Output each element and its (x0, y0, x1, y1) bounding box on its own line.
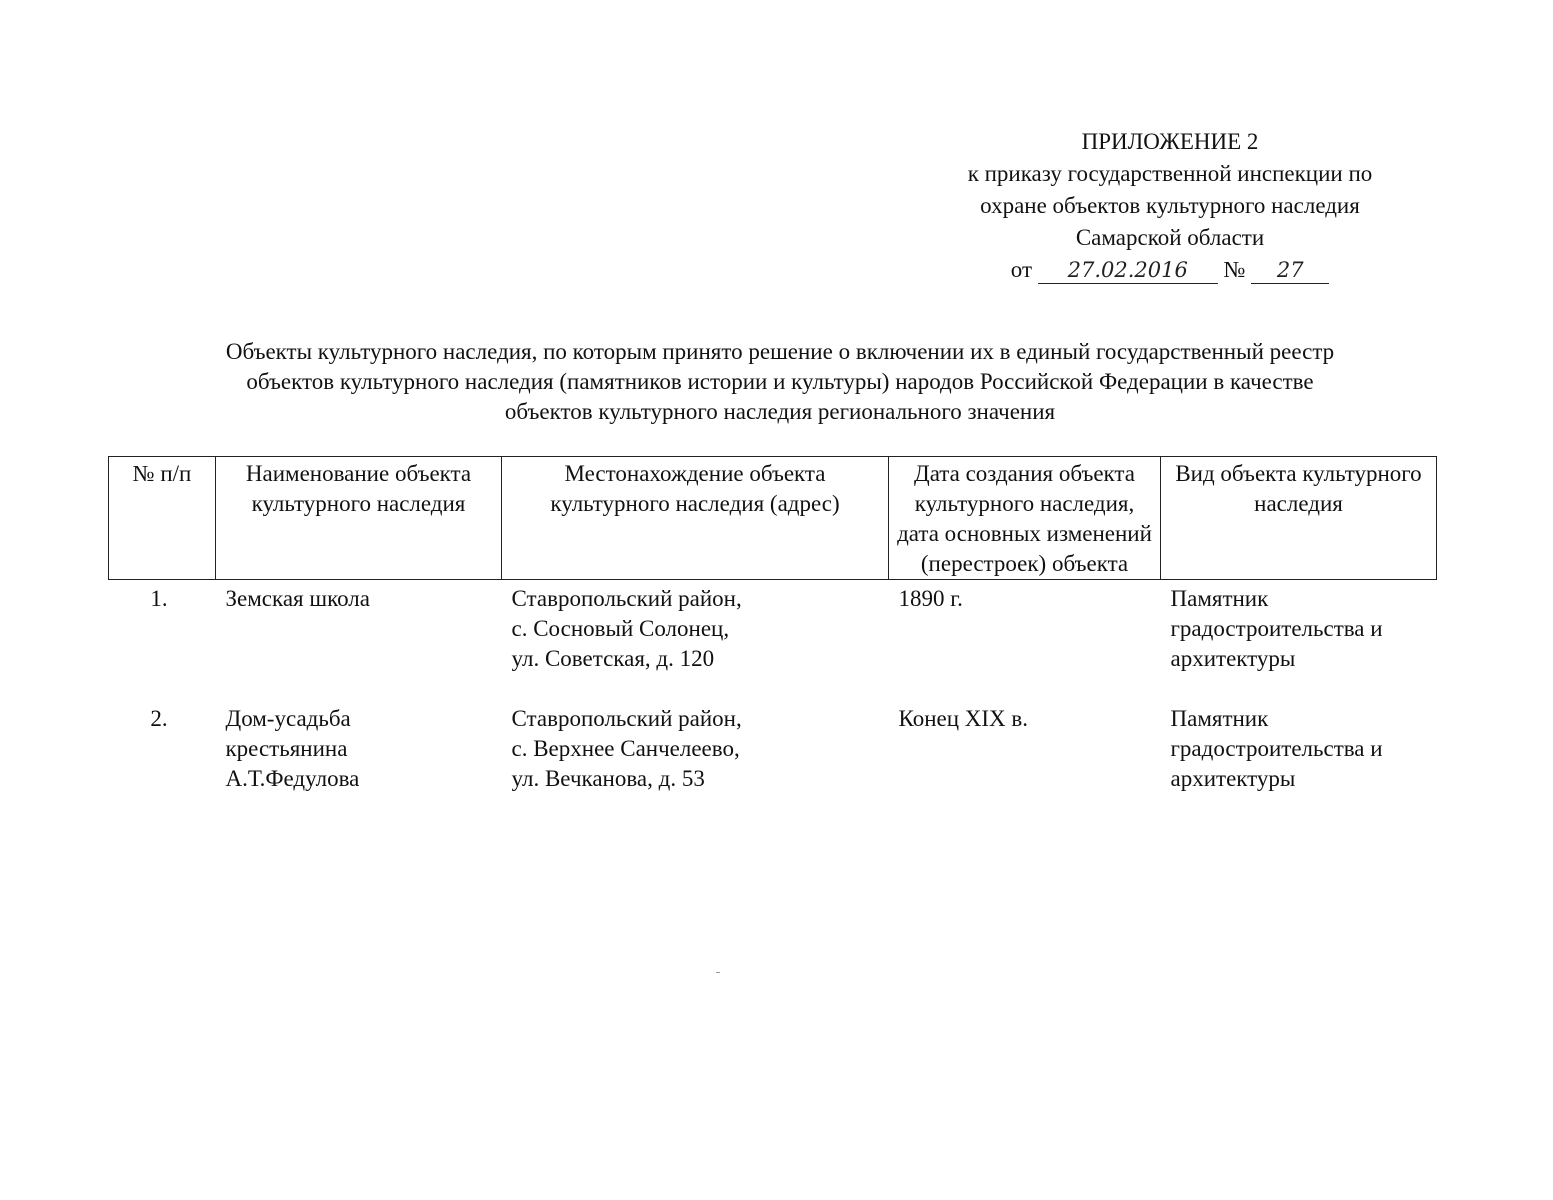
address-line: с. Сосновый Солонец, (511, 616, 730, 641)
object-address (502, 580, 889, 701)
object-name-line: А.Т.Федулова (225, 766, 360, 791)
header-num: № п/п (109, 457, 216, 580)
table-header-row (109, 457, 1437, 580)
type-line: Памятник (1170, 706, 1269, 731)
header-name: Наименование объекта культурного наследия (216, 457, 502, 580)
title-line: Объекты культурного наследия, по которым принято решение о включении их в единый государственный реестр (225, 339, 1335, 364)
appendix-order-line: к приказу государственной инспекции по (967, 161, 1373, 186)
type-line: архитектуры (1170, 646, 1296, 671)
type-line: градостроительства и (1170, 616, 1383, 641)
document-title (80, 337, 1480, 427)
address-line: Ставропольский район, (511, 706, 742, 731)
object-name-line: Земская школа (225, 586, 370, 611)
title-line: объектов культурного наследия (памятников истории и культуры) народов Российской Федерации в качестве (246, 369, 1314, 394)
table-row (109, 580, 1437, 701)
heritage-objects-table (108, 456, 1437, 820)
row-number: 2. (150, 706, 168, 731)
object-address (502, 700, 889, 820)
appendix-date-number-line (900, 254, 1440, 286)
header-address: Местонахождение объекта культурного наследия (адрес) (502, 457, 889, 580)
table-row (109, 700, 1437, 820)
appendix-block (900, 126, 1440, 286)
object-name (216, 580, 502, 701)
appendix-region: Самарской области (1075, 225, 1265, 250)
object-name-line: Дом-усадьба (225, 706, 351, 731)
scan-speck (716, 972, 720, 973)
handwritten-date: 27.02.2016 (1038, 257, 1218, 284)
handwritten-number: 27 (1251, 257, 1329, 284)
object-type (1161, 700, 1437, 820)
address-line: ул. Вечканова, д. 53 (511, 766, 705, 791)
type-line: градостроительства и (1170, 736, 1383, 761)
header-date: Дата создания объекта культурного наследия, дата основных изменений (перестроек) объекта (889, 457, 1161, 580)
appendix-title: ПРИЛОЖЕНИЕ 2 (1081, 129, 1259, 154)
type-line: Памятник (1170, 586, 1269, 611)
row-number: 1. (150, 586, 168, 611)
number-prefix: № (1223, 257, 1246, 282)
address-line: ул. Советская, д. 120 (511, 646, 715, 671)
date-prefix: от (1010, 257, 1033, 282)
object-name (216, 700, 502, 820)
header-type: Вид объекта культурного наследия (1161, 457, 1437, 580)
object-type (1161, 580, 1437, 701)
appendix-order-line: охране объектов культурного наследия (980, 193, 1360, 218)
object-name-line: крестьянина (225, 736, 348, 761)
object-date: 1890 г. (898, 586, 963, 611)
object-date: Конец XIX в. (898, 706, 1029, 731)
type-line: архитектуры (1170, 766, 1296, 791)
address-line: Ставропольский район, (511, 586, 742, 611)
title-line: объектов культурного наследия регионального значения (504, 399, 1056, 424)
address-line: с. Верхнее Санчелеево, (511, 736, 740, 761)
